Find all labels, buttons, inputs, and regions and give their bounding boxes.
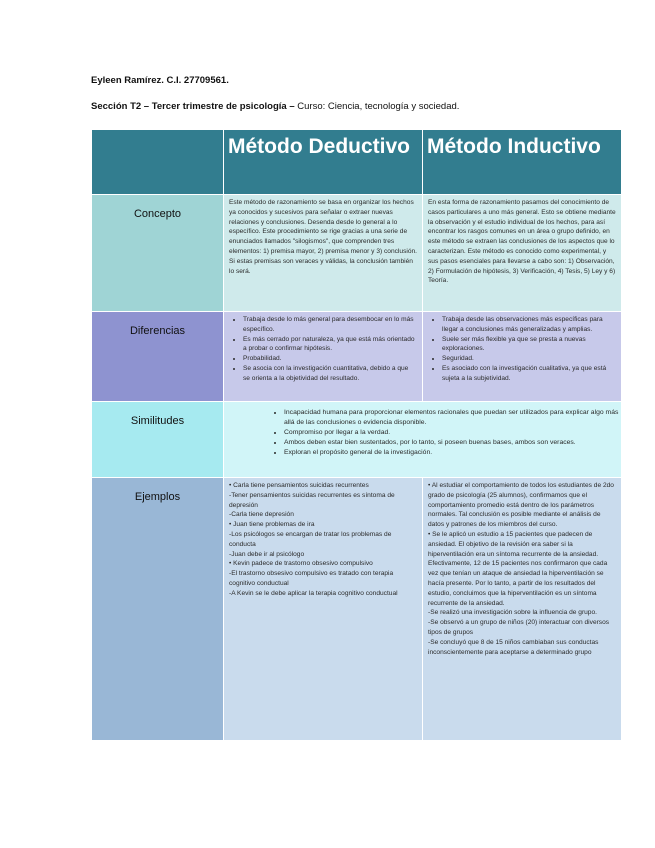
ejemplos-deductivo: [224, 478, 423, 741]
diferencias-inductivo: [423, 312, 622, 402]
concepto-inductivo: En esta forma de razonamiento pasamos del conocimiento de casos particulares a uno más general. Esto se obtiene mediante la observación y el estudio individual de los hechos, para así encontrar los rasgos comunes en un área o grupo definido, en este método se extraen las conclusiones de los aspectos que lo caracterizan. Este método es conocido como experimental, y sus pasos esenciales para llevarse a cabo son: 1) Observación, 2) Formulación de hipótesis, 3) Verificación, 4) Tesis, 5) Ley y 6) Teoría.: [423, 195, 622, 312]
comparison-table: [91, 129, 622, 741]
list-item: • Ambos deben estar bien sustentados, por lo tanto, si poseen buenas bases, ambos son veraces.: [284, 438, 621, 448]
example-line: -Se realizó una investigación sobre la influencia de grupo.: [428, 609, 597, 617]
ejemplos-inductivo: [423, 478, 622, 741]
row-concepto: [92, 195, 622, 312]
example-line: • Juan tiene problemas de ira: [229, 521, 315, 529]
similitudes-cell: [224, 402, 622, 478]
example-line: • Kevin padece de trastorno obsesivo compulsivo: [229, 560, 373, 568]
list-item: • Incapacidad humana para proporcionar elementos racionales que puedan ser utilizados para explicar algo más allá de las conclusiones o evidencia disponible.: [284, 408, 621, 428]
header-deductivo: Método Deductivo: [228, 135, 410, 158]
row-similitudes: [92, 402, 622, 478]
row-ejemplos: [92, 478, 622, 741]
example-line: -El trastorno obsesivo compulsivo es tratado con terapia cognitivo conductual: [229, 570, 394, 587]
table-header-row: [92, 130, 622, 195]
example-line: • Se le aplicó un estudio a 15 pacientes que padecen de ansiedad. El objetivo de la revisión era saber si la hiperventilación era un síntoma recurrente de la ansiedad. Efectivamente, 12 de 15 pacientes nos confirmaron que cada vez que tenían un ataque de ansiedad la hiperventilación se hacía presente. Por lo tanto, a partir de los resultados del estudio, concluimos que la hiperventilación es un síntoma recurrente de la ansiedad.: [428, 530, 608, 607]
diferencias-deductivo: [224, 312, 423, 402]
row-label-concepto: Concepto: [92, 195, 224, 312]
list-item: • Es asociado con la investigación cualitativa, ya que está sujeta a la subjetividad.: [442, 364, 616, 384]
list-item: • Probabilidad.: [243, 354, 417, 364]
header-deductivo-cell: [224, 130, 423, 195]
header-empty-cell: [92, 130, 224, 195]
concepto-deductivo: Este método de razonamiento se basa en organizar los hechos ya conocidos y sucesivos para señalar o extraer nuevas relaciones y conclusiones. Desenda desde lo general a lo específico. Este procedimiento se rige gracias a una serie de enunciados llamados "silogismos", que comprenden tres elementos: 1) premisa mayor, 2) premisa menor y 3) conclusión. Si estas premisas son veraces y válidas, la conclusión también lo será.: [224, 195, 423, 312]
course-name: Curso: Ciencia, tecnología y sociedad.: [297, 101, 460, 112]
list-item: • Es más cerrado por naturaleza, ya que está más orientado a probar o confirmar hipótesis.: [243, 335, 417, 355]
example-line: • Carla tiene pensamientos suicidas recurrentes: [229, 482, 369, 489]
list-item: • Suele ser más flexible ya que se presta a nuevas exploraciones.: [442, 335, 616, 355]
list-item: • Compromiso por llegar a la verdad.: [284, 428, 621, 438]
row-diferencias: [92, 312, 622, 402]
section-line: [91, 101, 459, 112]
row-label-diferencias: Diferencias: [92, 312, 224, 402]
author-line: Eyleen Ramírez. C.I. 27709561.: [91, 75, 229, 86]
section-prefix: Sección T2 – Tercer trimestre de psicología –: [91, 101, 298, 112]
list-item: • Se asocia con la investigación cuantitativa, debido a que se orienta a la objetividad del resultado.: [243, 364, 417, 384]
list-item: • Exploran el propósito general de la investigación.: [284, 448, 621, 458]
example-line: -Se concluyó que 8 de 15 niños cambiaban sus conductas inconscientemente para aceptarse a determinado grupo: [428, 638, 599, 656]
row-label-similitudes: Similitudes: [92, 402, 224, 478]
example-line: -Carla tiene depresión: [229, 511, 294, 519]
header-inductivo-cell: [423, 130, 622, 195]
example-line: -Se observó a un grupo de niños (20) interactuar con diversos tipos de grupos: [428, 619, 610, 636]
row-label-ejemplos: Ejemplos: [92, 478, 224, 741]
example-line: -Juan debe ir al psicólogo: [229, 550, 305, 558]
example-line: • Al estudiar el comportamiento de todos los estudiantes de 2do grado de psicología (25 alumnos), confirmamos que el comportamiento promedio está dentro de los parámetros normales. Tal conclusión es posible mediante el análisis de datos y patrones de los miembros del curso.: [428, 482, 614, 529]
example-line: -Los psicólogos se encargan de tratar los problemas de conducta: [229, 530, 392, 548]
list-item: • Seguridad.: [442, 354, 616, 364]
header-inductivo: Método Inductivo: [427, 135, 601, 158]
example-line: -A Kevin se le debe aplicar la terapia cognitivo conductual: [229, 589, 398, 597]
list-item: • Trabaja desde lo más general para desembocar en lo más específico.: [243, 315, 417, 335]
list-item: • Trabaja desde las observaciones más específicas para llegar a conclusiones más generalizadas y amplias.: [442, 315, 616, 335]
example-line: -Tener pensamientos suicidas recurrentes es síntoma de depresión: [229, 491, 395, 509]
